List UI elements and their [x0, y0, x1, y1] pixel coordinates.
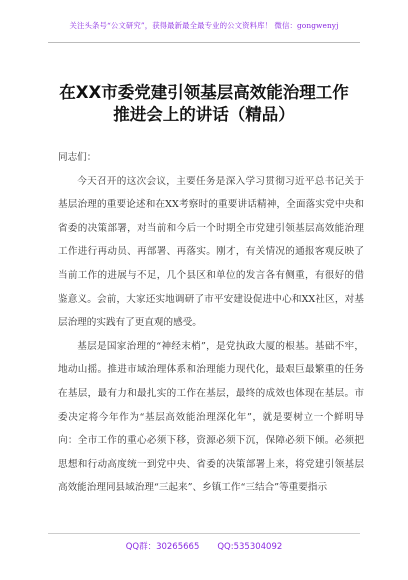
paragraph-2: 基层是国家治理的“神经末梢”，是党执政大厦的根基。基础不牢，地动山摇。推进市域治理体系和治理能力现代化，最艰巨最繁重的任务在基层，最有力和最扎实的工作在基层，最终的成效也体现在基层。市委决定将今年作为“基层高效能治理深化年”，就是要树立一个鲜明导向：全市工作的重心必须下移，资源必须下沉，保障必须下倾。必须把思想和行动高度统一到党中央、省委的决策部署上来，将党建引领基层高效能治理同县域治理“三起来”、乡镇工作“三结合”等重要指示 — [58, 340, 364, 494]
footer-divider — [48, 533, 360, 534]
footer-qq-group: QQ群：30265665 — [125, 542, 200, 552]
document-title — [20, 82, 388, 126]
title-line-1: 在XX市委党建引领基层高效能治理工作 — [59, 83, 349, 102]
title-line-2: 推进会上的讲话（精品） — [113, 105, 295, 124]
paragraph-1: 今天召开的这次会议，主要任务是深入学习贯彻习近平总书记关于基层治理的重要论述和在XX考察时的重要讲话精神，全面落实党中央和省委的决策部署，对当前和今后一个时期全市党建引领基层高效能治理工作进行再动员、再部署、再落实。刚才，有关情况的通报客观反映了当前工作的进展与不足，几个县区和单位的发言各有侧重，有很好的借鉴意义。会前，大家还实地调研了市平安建设促进中心和XX社区，对基层治理的实践有了更直观的感受。 — [58, 175, 364, 329]
header-divider — [48, 42, 360, 43]
document-body — [58, 146, 364, 500]
salutation: 同志们： — [58, 152, 97, 163]
header-banner: 关注头条号“公文研究”，获得最新最全最专业的公文资料库！ 微信：gongwenyj — [69, 21, 339, 30]
footer — [0, 540, 408, 552]
footer-qq: QQ:535304092 — [217, 542, 283, 552]
